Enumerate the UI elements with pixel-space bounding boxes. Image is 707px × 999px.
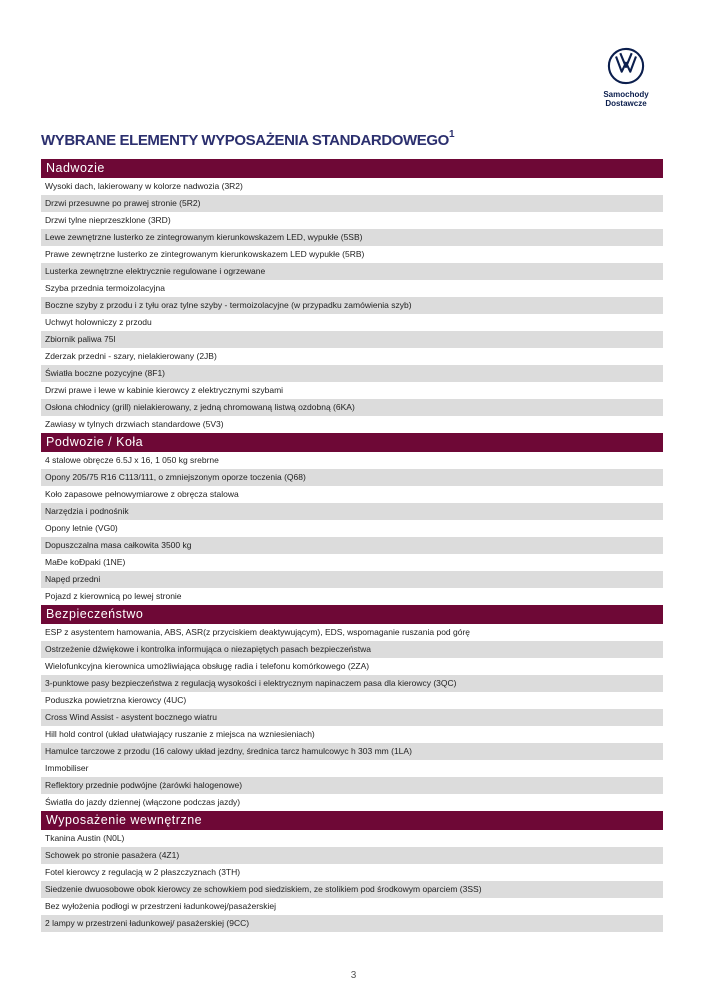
vw-logo [594,47,658,108]
equipment-row: Uchwyt holowniczy z przodu [45,317,152,327]
equipment-row: Szyba przednia termoizolacyjna [45,283,166,293]
equipment-row: Narzędzia i podnośnik [41,503,663,520]
equipment-row: Lusterka zewnętrzne elektrycznie regulowane i ogrzewane [41,263,663,280]
page-number: 3 [350,970,357,981]
vw-emblem-icon [607,47,645,85]
equipment-row: Zawiasy w tylnych drzwiach standardowe (5V3) [45,419,224,429]
equipment-row: Pojazd z kierownicą po lewej stronie [45,591,182,601]
equipment-row: Poduszka powietrzna kierowcy (4UC) [45,695,187,705]
equipment-row: Prawe zewnętrzne lusterko ze zintegrowanym kierunkowskazem LED wypukłe (5RB) [45,249,365,259]
equipment-row: Cross Wind Assist - asystent bocznego wiatru [41,709,663,726]
section-header: Podwozie / Koła [41,433,663,452]
equipment-row: Osłona chłodnicy (grill) nielakierowany, z jedną chromowaną listwą ozdobną (6KA) [41,399,663,416]
section-header: Bezpieczeństwo [41,605,663,624]
equipment-row: ESP z asystentem hamowania, ABS, ASR(z przyciskiem deaktywującym), EDS, wspomaganie ruszania pod górę [45,627,471,637]
brand-line-2: Dostawcze [605,99,647,108]
equipment-row: Drzwi tylne nieprzeszklone (3RD) [45,215,171,225]
equipment-row: Światła boczne pozycyjne (8F1) [41,365,663,382]
brand-line-1: Samochody [603,90,649,99]
equipment-row: Koło zapasowe pełnowymiarowe z obręcza stalowa [45,489,239,499]
page-title [41,131,454,149]
equipment-row: 2 lampy w przestrzeni ładunkowej/ pasażerskiej (9CC) [41,915,663,932]
equipment-row: 3-punktowe pasy bezpieczeństwa z regulacją wysokości i elektrycznym napinaczem pasa dla kierowcy (3QC) [41,675,663,692]
equipment-list [41,159,663,932]
equipment-row: Drzwi prawe i lewe w kabinie kierowcy z elektrycznymi szybami [45,385,284,395]
equipment-row: Reflektory przednie podwójne (żarówki halogenowe) [41,777,663,794]
equipment-row: Napęd przedni [41,571,663,588]
equipment-row: Wysoki dach, lakierowany w kolorze nadwozia (3R2) [45,181,243,191]
section-header: Wyposażenie wewnętrzne [41,811,663,830]
equipment-row: Opony 205/75 R16 C113/111, o zmniejszonym oporze toczenia (Q68) [41,469,663,486]
page-title-text: WYBRANE ELEMENTY WYPOSAŻENIA STANDARDOWEGO [41,132,449,149]
equipment-row: Tkanina Austin (N0L) [45,833,125,843]
equipment-row: MaĐe koĐpaki (1NE) [45,557,126,567]
equipment-row: Siedzenie dwuosobowe obok kierowcy ze schowkiem pod siedziskiem, ze stolikiem pod środkowym oparciem (3SS) [41,881,663,898]
equipment-row: Drzwi przesuwne po prawej stronie (5R2) [41,195,663,212]
equipment-row: Ostrzeżenie dźwiękowe i kontrolka informująca o niezapiętych pasach bezpieczeństwa [41,641,663,658]
section-header: Nadwozie [41,159,663,178]
brand-name [594,90,658,108]
equipment-row: Boczne szyby z przodu i z tyłu oraz tylne szyby - termoizolacyjne (w przypadku zamówienia szyb) [41,297,663,314]
equipment-row: Immobiliser [45,763,89,773]
equipment-row: Opony letnie (VG0) [45,523,118,533]
equipment-row: Zbiornik paliwa 75l [41,331,663,348]
equipment-row: 4 stalowe obręcze 6.5J x 16, 1 050 kg srebrne [45,455,219,465]
equipment-row: Wielofunkcyjna kierownica umożliwiająca obsługę radia i telefonu komórkowego (2ZA) [45,661,370,671]
title-footnote: 1 [448,129,455,140]
equipment-row: Hill hold control (układ ułatwiający ruszanie z miejsca na wzniesieniach) [45,729,315,739]
equipment-row: Hamulce tarczowe z przodu (16 calowy układ jezdny, średnica tarcz hamulcowyc h 303 mm (1LA) [41,743,663,760]
equipment-row: Dopuszczalna masa całkowita 3500 kg [41,537,663,554]
equipment-row: Lewe zewnętrzne lusterko ze zintegrowanym kierunkowskazem LED, wypukłe (5SB) [41,229,663,246]
equipment-row: Schowek po stronie pasażera (4Z1) [41,847,663,864]
equipment-row: Bez wyłożenia podłogi w przestrzeni ładunkowej/pasażerskiej [45,901,277,911]
equipment-row: Fotel kierowcy z regulacją w 2 płaszczyznach (3TH) [45,867,241,877]
equipment-row: Światła do jazdy dziennej (włączone podczas jazdy) [45,797,241,807]
equipment-row: Zderzak przedni - szary, nielakierowany (2JB) [45,351,217,361]
